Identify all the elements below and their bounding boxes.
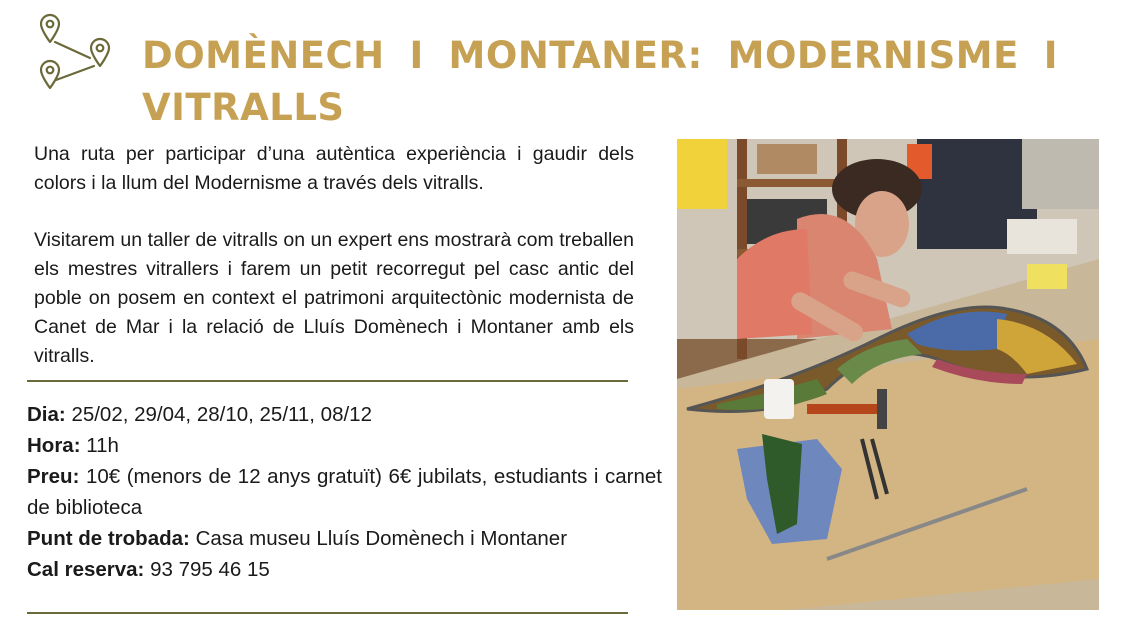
detail-punt-trobada: [27, 523, 662, 554]
detail-reserva-value: 93 795 46 15: [150, 558, 270, 581]
detail-preu: [27, 461, 662, 523]
route-map-pins-icon: [36, 12, 116, 92]
intro-paragraph-1: Una ruta per participar d’una autèntica experiència i gaudir dels colors i la llum del Modernisme a través dels vitralls.: [34, 143, 634, 194]
detail-preu-value: 10€ (menors de 12 anys gratuït) 6€ jubilats, estudiants i carnet de biblioteca: [27, 465, 663, 519]
intro-paragraph-2: Visitarem un taller de vitralls on un expert ens mostrarà com treballen els mestres vitrallers i farem un petit recorregut pel casc antic del poble on posem en context el patrimoni arquitectònic modernista de Canet de Mar i la relació de Lluís Domènech i Montaner amb els vitralls.: [34, 229, 634, 367]
detail-preu-label: Preu:: [27, 465, 80, 488]
divider-bottom: [27, 612, 628, 614]
detail-dia-value: 25/02, 29/04, 28/10, 25/11, 08/12: [71, 403, 372, 426]
page-title: DOMÈNECH I MONTANER: MODERNISME I VITRALLS: [142, 34, 1058, 129]
detail-punt-trobada-label: Punt de trobada:: [27, 527, 190, 550]
intro-text: [34, 140, 634, 370]
detail-reserva-label: Cal reserva:: [27, 558, 145, 581]
detail-punt-trobada-value: Casa museu Lluís Domènech i Montaner: [195, 527, 568, 550]
event-details: [27, 399, 662, 585]
stained-glass-workshop-photo: [677, 139, 1099, 610]
detail-dia: [27, 399, 662, 430]
detail-hora-label: Hora:: [27, 434, 81, 457]
detail-hora-value: 11h: [86, 434, 119, 457]
detail-reserva: [27, 554, 662, 585]
divider-top: [27, 380, 628, 382]
detail-dia-label: Dia:: [27, 403, 66, 426]
detail-hora: [27, 430, 662, 461]
